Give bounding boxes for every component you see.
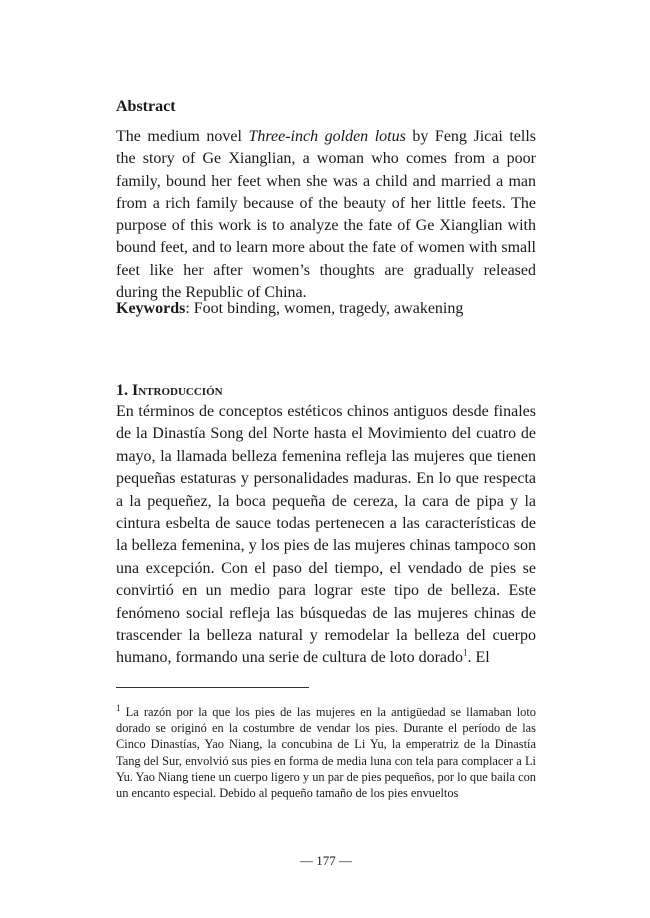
footnote xyxy=(116,704,536,801)
section-heading xyxy=(116,380,223,402)
keywords-line xyxy=(116,298,536,320)
keywords-value: Foot binding, women, tragedy, awakening xyxy=(193,300,464,317)
page-number: — 177 — xyxy=(300,853,352,868)
keywords-separator: : xyxy=(185,300,194,317)
abstract-paragraph xyxy=(116,126,536,304)
introduction-paragraph xyxy=(116,401,536,670)
abstract-text-pre: The medium novel xyxy=(116,128,249,145)
footnote-text: La razón por la que los pies de las mujeres en la antigüedad se llamaban loto dorado se originó en la costumbre de vendar los pies. Durante el período de las Cinco Dinastías, Yao Niang, la concubina de Li Yu, la emperatriz de la Dinastía Tang del Sur, envolvió sus pies en forma de media luna con tela para complacer a Li Yu. Yao Niang tiene un cuerpo ligero y un par de pies pequeños, por lo que baila con un encanto especial. Debido al pequeño tamaño de los pies envueltos xyxy=(116,705,536,801)
section-title: Introducción xyxy=(132,382,223,399)
footnote-marker: 1 xyxy=(116,702,121,713)
section-number: 1. xyxy=(116,382,132,399)
footnote-reference[interactable]: 1 xyxy=(463,648,468,659)
footnote-divider xyxy=(116,687,309,688)
novel-title: Three-inch golden lotus xyxy=(248,128,406,145)
abstract-heading: Abstract xyxy=(116,98,176,115)
abstract-text-post: by Feng Jicai tells the story of Ge Xianglian, a woman who comes from a poor family, bound her feet when she was a child and married a man from a rich family because of the beauty of her little feets. The purpose of this work is to analyze the fate of Ge Xianglian with bound feet, and to learn more about the fate of women with small feet like her after women’s thoughts are gradually released during the Republic of China. xyxy=(116,128,536,302)
introduction-text: En términos de conceptos estéticos chinos antiguos desde finales de la Dinastía Song del Norte hasta el Movimiento del cuatro de mayo, la llamada belleza femenina refleja las mujeres que tienen pequeñas estaturas y personalidades maduras. En lo que respecta a la pequeñez, la boca pequeña de cereza, la cara de pipa y la cintura esbelta de sauce todas pertenecen a las características de la belleza femenina, y los pies de las mujeres chinas tampoco son una excepción. Con el paso del tiempo, el vendado de pies se convirtió en un medio para lograr este tipo de belleza. Este fenómeno social refleja las búsquedas de las mujeres chinas de trascender la belleza natural y remodelar la belleza del cuerpo humano, formando una serie de cultura de loto dorado xyxy=(116,403,536,667)
introduction-text-tail: . El xyxy=(467,649,490,667)
keywords-label: Keywords xyxy=(116,300,186,317)
